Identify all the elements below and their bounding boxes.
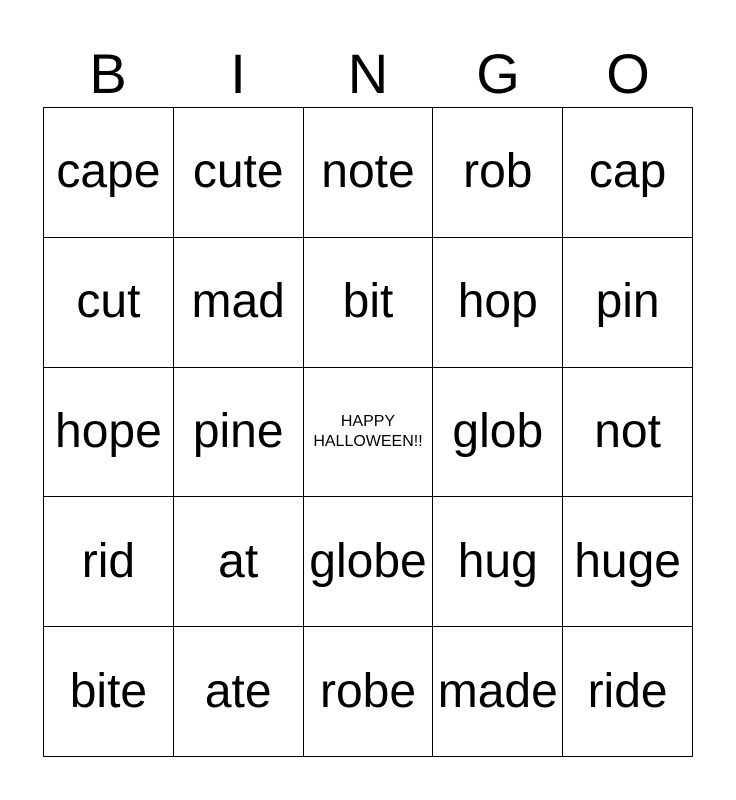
- bingo-cell: mad: [174, 238, 304, 368]
- bingo-cell: not: [563, 368, 693, 498]
- bingo-cell: robe: [304, 627, 434, 757]
- bingo-cell: globe: [304, 497, 434, 627]
- bingo-board: [43, 107, 693, 757]
- bingo-cell: note: [304, 108, 434, 238]
- bingo-cell: made: [433, 627, 563, 757]
- bingo-cell: rid: [44, 497, 174, 627]
- bingo-cell: rob: [433, 108, 563, 238]
- bingo-cell: huge: [563, 497, 693, 627]
- bingo-cell: cap: [563, 108, 693, 238]
- bingo-cell: ride: [563, 627, 693, 757]
- bingo-cell: pine: [174, 368, 304, 498]
- header-letter-g: G: [476, 42, 520, 105]
- bingo-cell: ate: [174, 627, 304, 757]
- bingo-cell: hop: [433, 238, 563, 368]
- bingo-cell: bite: [44, 627, 174, 757]
- bingo-cell: bit: [304, 238, 434, 368]
- free-space-cell: HAPPY HALLOWEEN!!: [304, 368, 434, 498]
- header-letter-n: N: [347, 42, 389, 105]
- bingo-header: [43, 40, 693, 108]
- bingo-cell: cape: [44, 108, 174, 238]
- header-letter-o: O: [606, 42, 650, 105]
- header-letter-i: I: [230, 42, 246, 105]
- bingo-cell: glob: [433, 368, 563, 498]
- bingo-cell: at: [174, 497, 304, 627]
- header-letter-b: B: [89, 42, 127, 105]
- bingo-cell: hug: [433, 497, 563, 627]
- bingo-cell: cute: [174, 108, 304, 238]
- bingo-cell: cut: [44, 238, 174, 368]
- bingo-cell: pin: [563, 238, 693, 368]
- bingo-cell: hope: [44, 368, 174, 498]
